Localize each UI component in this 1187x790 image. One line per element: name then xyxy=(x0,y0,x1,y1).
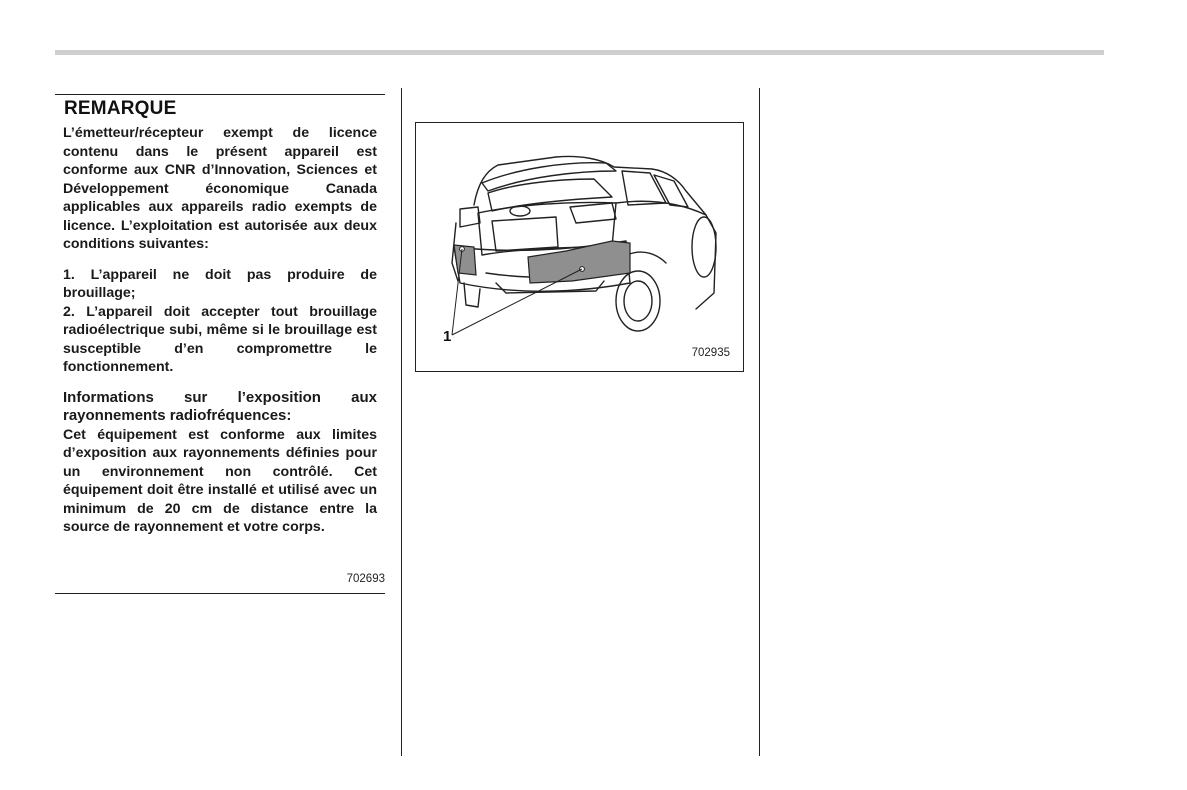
remark-condition-1: 1. L’appareil ne doit pas produire de brouillage; xyxy=(63,266,377,301)
remark-condition-2: 2. L’appareil doit accepter tout brouillage radioélectrique subi, même si le brouillage est susceptible d’en compromettre le fonctionnement. xyxy=(63,303,377,375)
sensor-area-left xyxy=(454,245,476,275)
column-divider-right xyxy=(759,88,760,756)
callout-number-1: 1 xyxy=(443,328,452,345)
top-rule xyxy=(55,50,1104,55)
remark-title: REMARQUE xyxy=(64,98,177,119)
remark-heading-2: Informations sur l’exposition aux rayonnements radiofréquences: xyxy=(63,388,377,424)
remark-code: 702693 xyxy=(346,573,385,585)
remark-paragraph-1: L’émetteur/récepteur exempt de licence contenu dans le présent appareil est conforme aux CNR d’Innovation, Sciences et Développement économique Canada applicables aux appareils radio exempts de licence. L’exploitation est autorisée aux deux conditions suivantes: xyxy=(63,125,377,252)
vehicle-rear-illustration xyxy=(416,123,742,370)
remark-body xyxy=(63,124,377,537)
vehicle-rear-figure xyxy=(415,122,744,372)
remark-paragraph-2: Cet équipement est conforme aux limites d’exposition aux rayonnements définies pour un environnement non contrôlé. Cet équipement doit être installé et utilisé avec un minimum de 20 cm de distance entre la source de rayonnement et votre corps. xyxy=(63,426,377,535)
remark-box xyxy=(55,94,385,594)
column-divider-left xyxy=(401,88,402,756)
figure-code: 702935 xyxy=(691,347,730,359)
